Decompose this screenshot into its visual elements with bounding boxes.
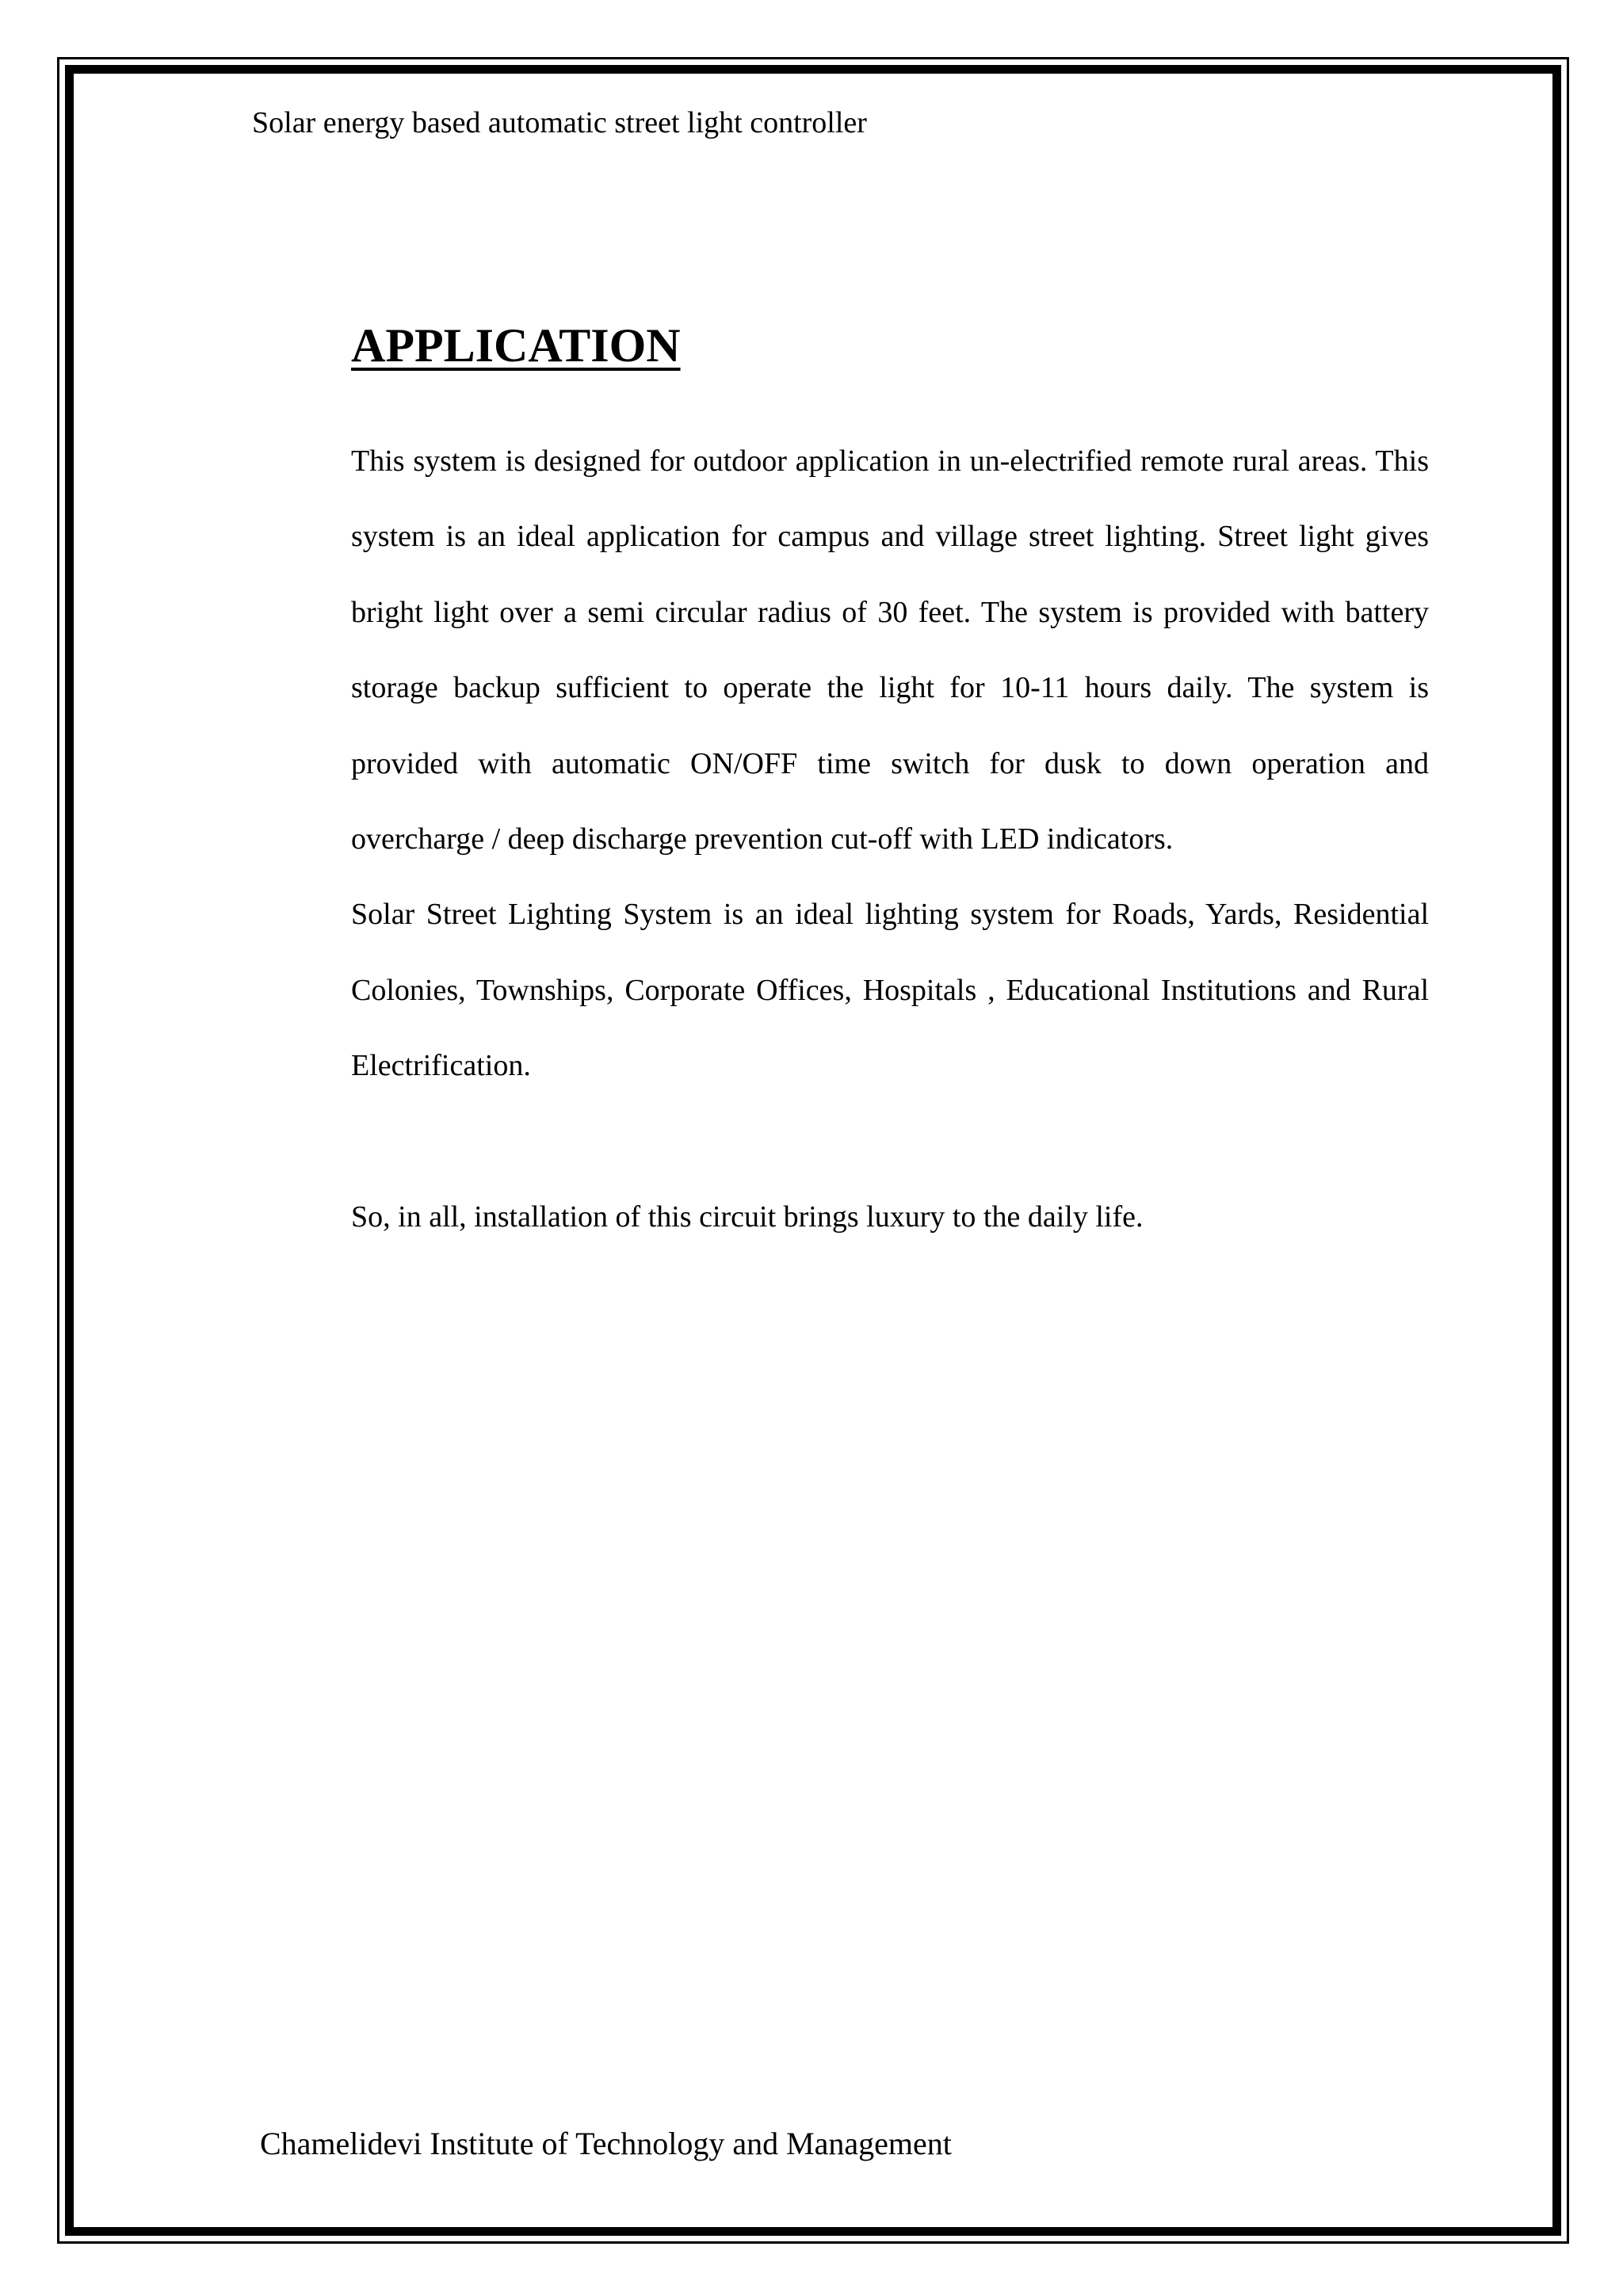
section-title: APPLICATION — [351, 319, 681, 372]
section-body — [351, 424, 1429, 1255]
paragraph-system-description: This system is designed for outdoor application in un-electrified remote rural areas. This system is an ideal application for campus and village street lighting. Street light gives bright light over a semi circular radius of 30 feet. The system is provided with battery storage backup sufficient to operate the light for 10-11 hours daily. The system is provided with automatic ON/OFF time switch for dusk to down operation and overcharge / deep discharge prevention cut-off with LED indicators. — [351, 444, 1429, 856]
paragraph-suitable-sites: Solar Street Lighting System is an ideal lighting system for Roads, Yards, Residential Colonies, Townships, Corporate Offices, Hospitals , Educational Institutions and Rural Electrification. — [351, 898, 1429, 1083]
running-footer: Chamelidevi Institute of Technology and Management — [260, 2126, 952, 2161]
running-header: Solar energy based automatic street light controller — [252, 106, 867, 139]
paragraph-conclusion: So, in all, installation of this circuit brings luxury to the daily life. — [351, 1200, 1144, 1234]
